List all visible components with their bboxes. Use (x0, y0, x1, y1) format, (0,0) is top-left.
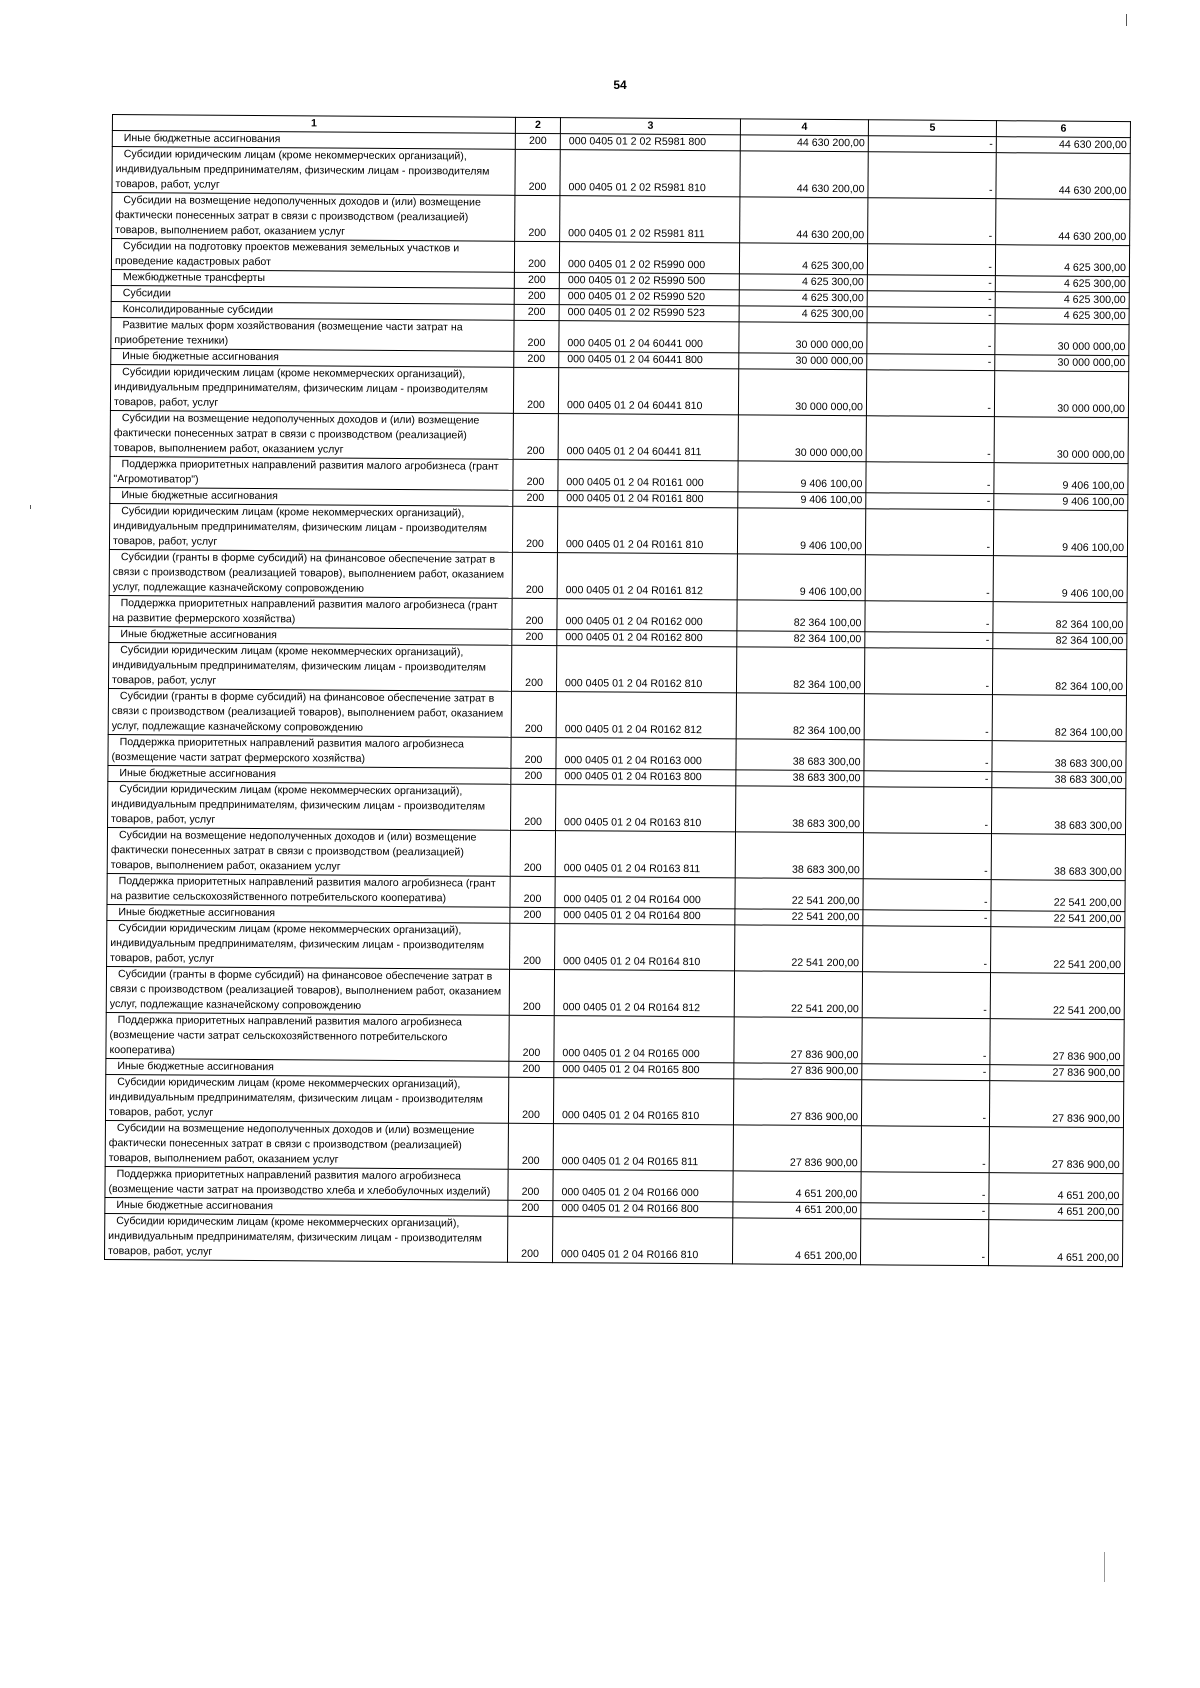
table-row (110, 364, 1128, 417)
row-kbk: 000 0405 01 2 04 R0163 000 (556, 738, 736, 770)
row-total-amount: 82 364 100,00 (992, 649, 1126, 696)
row-code: 200 (513, 490, 558, 506)
row-kbk: 000 0405 01 2 04 R0163 800 (556, 769, 736, 786)
row-kbk: 000 0405 01 2 04 R0161 810 (557, 507, 737, 554)
row-plan-amount: 38 683 300,00 (736, 739, 864, 771)
row-plan-amount: 9 406 100,00 (737, 554, 865, 601)
row-name: Субсидии юридическим лицам (кроме некоммерческих организаций), индивидуальным предпринимателям, физическим лицам - производителям товаров, работ, услуг (110, 364, 513, 413)
row-kbk: 000 0405 01 2 04 R0162 810 (556, 646, 736, 693)
row-plan-amount: 82 364 100,00 (736, 693, 864, 740)
table-row (105, 1120, 1123, 1173)
row-name: Субсидии на возмещение недополученных доходов и (или) возмещение фактически понесенных затрат в связи с производством (реализацией) товаров, выполнением работ, оказанием услуг (110, 410, 513, 459)
row-name: Межбюджетные трансферты (111, 269, 514, 288)
row-kbk: 000 0405 01 2 04 R0164 800 (555, 908, 735, 925)
row-code: 200 (511, 768, 556, 784)
row-plan-amount: 30 000 000,00 (738, 369, 866, 416)
row-total-amount: 38 683 300,00 (991, 788, 1125, 835)
row-total-amount: 27 836 900,00 (990, 1065, 1124, 1082)
row-total-amount: 4 625 300,00 (995, 276, 1129, 293)
header-col-6: 6 (996, 121, 1130, 138)
table-row (107, 920, 1125, 973)
page-number: 54 (613, 78, 627, 92)
row-name: Иные бюджетные ассигнования (107, 904, 510, 923)
row-name: Иные бюджетные ассигнования (111, 348, 514, 367)
row-plan-amount: 27 836 900,00 (733, 1079, 861, 1126)
row-name: Субсидии юридическим лицам (кроме некоммерческих организаций), индивидуальным предпринимателям, физическим лицам - производителям товаров, работ, услуг (105, 1074, 508, 1123)
row-plan-amount: 4 625 300,00 (739, 306, 867, 323)
row-total-amount: 38 683 300,00 (992, 741, 1126, 773)
row-total-amount: 9 406 100,00 (993, 510, 1127, 557)
row-total-amount: 38 683 300,00 (992, 772, 1126, 789)
row-exec-amount: - (864, 787, 992, 834)
header-col-3: 3 (560, 118, 740, 135)
row-plan-amount: 30 000 000,00 (739, 353, 867, 370)
row-plan-amount: 4 625 300,00 (739, 290, 867, 307)
row-exec-amount: - (861, 1126, 989, 1173)
row-name: Иные бюджетные ассигнования (108, 765, 511, 784)
row-total-amount: 4 651 200,00 (988, 1220, 1122, 1267)
row-code: 200 (515, 133, 560, 149)
row-exec-amount: - (861, 1080, 989, 1127)
row-plan-amount: 27 836 900,00 (733, 1125, 861, 1172)
row-plan-amount: 27 836 900,00 (734, 1063, 862, 1080)
row-exec-amount: - (866, 493, 994, 510)
row-kbk: 000 0405 01 2 04 R0161 812 (557, 553, 737, 600)
row-total-amount: 30 000 000,00 (994, 371, 1128, 418)
row-exec-amount: - (868, 152, 996, 199)
row-code: 200 (513, 459, 558, 490)
row-kbk: 000 0405 01 2 04 R0164 000 (555, 877, 735, 909)
row-code: 200 (512, 629, 557, 645)
row-kbk: 000 0405 01 2 04 60441 810 (558, 368, 738, 415)
row-total-amount: 4 651 200,00 (989, 1173, 1123, 1205)
row-total-amount: 22 541 200,00 (991, 911, 1125, 928)
row-name: Иные бюджетные ассигнования (110, 487, 513, 506)
row-kbk: 000 0405 01 2 02 R5990 000 (559, 242, 739, 274)
row-name: Поддержка приоритетных направлений развития малого агробизнеса (грант на развитие сельскохозяйственного потребительского кооператива) (107, 873, 510, 907)
row-total-amount: 22 541 200,00 (991, 880, 1125, 912)
table-row (112, 147, 1130, 200)
scan-mark (1104, 1552, 1105, 1582)
row-kbk: 000 0405 01 2 04 R0162 800 (557, 630, 737, 647)
row-code: 200 (514, 320, 559, 351)
row-plan-amount: 44 630 200,00 (740, 197, 868, 244)
row-total-amount: 22 541 200,00 (991, 927, 1125, 974)
row-plan-amount: 44 630 200,00 (740, 151, 868, 198)
row-plan-amount: 38 683 300,00 (736, 770, 864, 787)
header-col-5: 5 (868, 120, 996, 137)
row-code: 200 (511, 645, 556, 691)
table-row (107, 827, 1125, 880)
row-exec-amount: - (867, 307, 995, 324)
row-exec-amount: - (861, 1172, 989, 1204)
row-plan-amount: 22 541 200,00 (734, 971, 862, 1018)
row-name: Поддержка приоритетных направлений развития малого агробизнеса (грант на развитие фермерского хозяйства) (109, 595, 512, 629)
row-plan-amount: 27 836 900,00 (734, 1017, 862, 1064)
row-exec-amount: - (863, 926, 991, 973)
row-name: Субсидии юридическим лицам (кроме некоммерческих организаций), индивидуальным предпринимателям, физическим лицам - производителям товаров, работ, услуг (108, 781, 511, 830)
row-exec-amount: - (867, 244, 995, 276)
row-code: 200 (508, 1077, 553, 1123)
row-kbk: 000 0405 01 2 02 R5981 810 (560, 150, 740, 197)
row-kbk: 000 0405 01 2 04 R0166 810 (552, 1217, 732, 1264)
row-plan-amount: 82 364 100,00 (736, 647, 864, 694)
row-total-amount: 9 406 100,00 (994, 494, 1128, 511)
row-code: 200 (508, 1123, 553, 1169)
row-kbk: 000 0405 01 2 04 R0163 811 (555, 831, 735, 878)
row-exec-amount: - (867, 291, 995, 308)
row-plan-amount: 9 406 100,00 (737, 508, 865, 555)
row-total-amount: 4 625 300,00 (995, 308, 1129, 325)
row-name: Субсидии (гранты в форме субсидий) на финансовое обеспечение затрат в связи с производством (реализацией товаров), выполнением работ, оказанием услуг, подлежащие казначейскому сопровождению (108, 688, 511, 737)
row-plan-amount: 82 364 100,00 (737, 631, 865, 648)
row-exec-amount: - (865, 555, 993, 602)
row-name: Субсидии на возмещение недополученных доходов и (или) возмещение фактически понесенных затрат в связи с производством (реализацией) товаров, выполнением работ, оказанием услуг (107, 827, 510, 876)
row-name: Поддержка приоритетных направлений развития малого агробизнеса (возмещение части затрат сельскохозяйственного потребительского кооператива) (106, 1012, 509, 1061)
row-code: 200 (511, 784, 556, 830)
header-col-4: 4 (740, 119, 868, 136)
row-total-amount: 82 364 100,00 (992, 695, 1126, 742)
row-kbk: 000 0405 01 2 04 R0162 812 (556, 692, 736, 739)
row-exec-amount: - (866, 462, 994, 494)
row-name: Иные бюджетные ассигнования (106, 1058, 509, 1077)
row-code: 200 (509, 1015, 554, 1061)
row-kbk: 000 0405 01 2 02 R5990 500 (559, 273, 739, 290)
row-name: Субсидии юридическим лицам (кроме некоммерческих организаций), индивидуальным предпринимателям, физическим лицам - производителям товаров, работ, услуг (107, 920, 510, 969)
row-kbk: 000 0405 01 2 04 R0162 000 (557, 599, 737, 631)
row-name: Субсидии юридическим лицам (кроме некоммерческих организаций), индивидуальным предпринимателям, физическим лицам - производителям товаров, работ, услуг (109, 503, 512, 552)
row-total-amount: 27 836 900,00 (989, 1081, 1123, 1128)
row-kbk: 000 0405 01 2 04 60441 811 (558, 414, 738, 461)
row-name: Субсидии юридическим лицам (кроме некоммерческих организаций), индивидуальным предпринимателям, физическим лицам - производителям товаров, работ, услуг (112, 147, 515, 196)
table-row (108, 781, 1126, 834)
budget-execution-table (104, 114, 1131, 1267)
row-name: Субсидии (гранты в форме субсидий) на финансовое обеспечение затрат в связи с производством (реализацией товаров), выполнением работ, оказанием услуг, подлежащие казначейскому сопровождению (109, 549, 512, 598)
row-total-amount: 27 836 900,00 (990, 1019, 1124, 1066)
row-kbk: 000 0405 01 2 04 R0165 800 (554, 1062, 734, 1079)
row-name: Иные бюджетные ассигнования (105, 1197, 508, 1216)
row-name: Консолидированные субсидии (111, 301, 514, 320)
row-code: 200 (508, 1169, 553, 1200)
row-name: Иные бюджетные ассигнования (109, 626, 512, 645)
row-exec-amount: - (867, 354, 995, 371)
row-total-amount: 9 406 100,00 (993, 556, 1127, 603)
table-row (112, 193, 1130, 246)
row-name: Субсидии на возмещение недополученных доходов и (или) возмещение фактически понесенных затрат в связи с производством (реализацией) товаров, выполнением работ, оказанием услуг (105, 1120, 508, 1169)
row-exec-amount: - (864, 771, 992, 788)
row-exec-amount: - (866, 416, 994, 463)
row-kbk: 000 0405 01 2 02 R5981 811 (560, 196, 740, 243)
table-row (108, 688, 1126, 741)
row-code: 200 (515, 149, 560, 195)
row-name: Поддержка приоритетных направлений развития малого агробизнеса (возмещение части затрат фермерского хозяйства) (108, 734, 511, 768)
row-kbk: 000 0405 01 2 04 R0161 000 (558, 460, 738, 492)
row-name: Субсидии юридическим лицам (кроме некоммерческих организаций), индивидуальным предпринимателям, физическим лицам - производителям товаров, работ, услуг (105, 1213, 508, 1262)
row-exec-amount: - (867, 275, 995, 292)
row-exec-amount: - (865, 632, 993, 649)
row-plan-amount: 30 000 000,00 (739, 322, 867, 354)
row-plan-amount: 4 651 200,00 (733, 1202, 861, 1219)
row-total-amount: 82 364 100,00 (993, 602, 1127, 634)
row-name: Субсидии на подготовку проектов межевания земельных участков и проведение кадастровых работ (111, 239, 514, 273)
row-kbk: 000 0405 01 2 02 R5981 800 (560, 134, 740, 151)
row-total-amount: 30 000 000,00 (995, 355, 1129, 372)
row-code: 200 (510, 923, 555, 969)
row-kbk: 000 0405 01 2 04 R0163 810 (556, 785, 736, 832)
row-plan-amount: 38 683 300,00 (736, 786, 864, 833)
row-kbk: 000 0405 01 2 04 60441 000 (559, 321, 739, 353)
row-plan-amount: 22 541 200,00 (735, 909, 863, 926)
header-col-1: 1 (112, 115, 515, 134)
row-kbk: 000 0405 01 2 02 R5990 520 (559, 289, 739, 306)
row-code: 200 (509, 969, 554, 1015)
row-code: 200 (508, 1200, 553, 1216)
row-total-amount: 44 630 200,00 (996, 137, 1130, 154)
table-row (109, 549, 1127, 602)
row-code: 200 (511, 737, 556, 768)
row-code: 200 (514, 288, 559, 304)
row-name: Поддержка приоритетных направлений развития малого агробизнеса (грант "Агромотиватор") (110, 456, 513, 490)
row-name: Иные бюджетные ассигнования (112, 131, 515, 150)
row-code: 200 (510, 907, 555, 923)
row-kbk: 000 0405 01 2 02 R5990 523 (559, 305, 739, 322)
row-kbk: 000 0405 01 2 04 R0165 000 (554, 1016, 734, 1063)
header-col-2: 2 (515, 117, 560, 133)
row-exec-amount: - (865, 601, 993, 633)
row-name: Субсидии (гранты в форме субсидий) на финансовое обеспечение затрат в связи с производством (реализацией товаров), выполнением работ, оказанием услуг, подлежащие казначейскому сопровождению (106, 966, 509, 1015)
row-plan-amount: 22 541 200,00 (735, 878, 863, 910)
row-total-amount: 44 630 200,00 (996, 153, 1130, 200)
row-plan-amount: 4 625 300,00 (739, 274, 867, 291)
row-code: 200 (513, 413, 558, 459)
row-plan-amount: 9 406 100,00 (738, 461, 866, 493)
scan-mark (30, 505, 31, 509)
row-plan-amount: 30 000 000,00 (738, 415, 866, 462)
row-exec-amount: - (868, 136, 996, 153)
row-total-amount: 4 625 300,00 (995, 292, 1129, 309)
row-kbk: 000 0405 01 2 04 R0164 812 (554, 970, 734, 1017)
row-code: 200 (507, 1216, 552, 1262)
row-name: Субсидии на возмещение недополученных доходов и (или) возмещение фактически понесенных затрат в связи с производством (реализацией) товаров, выполнением работ, оказанием услуг (112, 193, 515, 242)
table-row (108, 642, 1126, 695)
row-code: 200 (515, 195, 560, 241)
row-exec-amount: - (863, 833, 991, 880)
row-total-amount: 82 364 100,00 (993, 633, 1127, 650)
row-code: 200 (511, 691, 556, 737)
row-plan-amount: 44 630 200,00 (740, 135, 868, 152)
row-code: 200 (514, 241, 559, 272)
row-exec-amount: - (862, 1018, 990, 1065)
row-total-amount: 22 541 200,00 (990, 973, 1124, 1020)
row-exec-amount: - (860, 1219, 988, 1266)
row-code: 200 (513, 367, 558, 413)
table-row (106, 1012, 1124, 1065)
row-kbk: 000 0405 01 2 04 R0165 811 (553, 1124, 733, 1171)
row-kbk: 000 0405 01 2 04 R0164 810 (555, 924, 735, 971)
row-total-amount: 4 625 300,00 (995, 245, 1129, 277)
row-code: 200 (512, 552, 557, 598)
row-name: Субсидии юридическим лицам (кроме некоммерческих организаций), индивидуальным предпринимателям, физическим лицам - производителям товаров, работ, услуг (108, 642, 511, 691)
row-exec-amount: - (864, 648, 992, 695)
row-name: Субсидии (111, 285, 514, 304)
table-row (106, 966, 1124, 1019)
row-kbk: 000 0405 01 2 04 R0161 800 (558, 491, 738, 508)
row-exec-amount: - (866, 370, 994, 417)
row-kbk: 000 0405 01 2 04 R0165 810 (553, 1078, 733, 1125)
row-plan-amount: 4 625 300,00 (739, 243, 867, 275)
row-code: 200 (514, 272, 559, 288)
row-exec-amount: - (863, 879, 991, 911)
row-total-amount: 38 683 300,00 (991, 834, 1125, 881)
row-total-amount: 9 406 100,00 (994, 463, 1128, 495)
row-total-amount: 44 630 200,00 (996, 199, 1130, 246)
row-name: Поддержка приоритетных направлений развития малого агробизнеса (возмещение части затрат на производство хлеба и хлебобулочных изделий) (105, 1166, 508, 1200)
row-exec-amount: - (864, 694, 992, 741)
row-exec-amount: - (865, 509, 993, 556)
row-plan-amount: 4 651 200,00 (733, 1171, 861, 1203)
row-exec-amount: - (862, 1064, 990, 1081)
row-kbk: 000 0405 01 2 04 R0166 800 (553, 1201, 733, 1218)
row-plan-amount: 22 541 200,00 (735, 925, 863, 972)
row-total-amount: 30 000 000,00 (994, 417, 1128, 464)
row-code: 200 (514, 304, 559, 320)
scan-mark (1126, 14, 1127, 26)
row-total-amount: 30 000 000,00 (995, 324, 1129, 356)
row-exec-amount: - (863, 910, 991, 927)
row-code: 200 (509, 1061, 554, 1077)
row-exec-amount: - (868, 198, 996, 245)
row-plan-amount: 82 364 100,00 (737, 600, 865, 632)
row-exec-amount: - (864, 740, 992, 772)
row-name: Развитие малых форм хозяйствования (возмещение части затрат на приобретение техники) (111, 317, 514, 351)
table-row (110, 410, 1128, 463)
table-row (109, 503, 1127, 556)
row-kbk: 000 0405 01 2 04 60441 800 (559, 352, 739, 369)
row-plan-amount: 9 406 100,00 (738, 492, 866, 509)
row-code: 200 (510, 876, 555, 907)
row-plan-amount: 38 683 300,00 (735, 832, 863, 879)
table-body (105, 131, 1131, 1267)
row-exec-amount: - (861, 1203, 989, 1220)
table-row (105, 1213, 1123, 1266)
row-total-amount: 27 836 900,00 (989, 1127, 1123, 1174)
row-exec-amount: - (862, 972, 990, 1019)
row-kbk: 000 0405 01 2 04 R0166 000 (553, 1170, 733, 1202)
row-code: 200 (510, 830, 555, 876)
row-code: 200 (514, 351, 559, 367)
table-row (105, 1074, 1123, 1127)
row-plan-amount: 4 651 200,00 (732, 1218, 860, 1265)
row-exec-amount: - (867, 323, 995, 355)
row-code: 200 (512, 598, 557, 629)
row-code: 200 (512, 506, 557, 552)
row-total-amount: 4 651 200,00 (989, 1204, 1123, 1221)
